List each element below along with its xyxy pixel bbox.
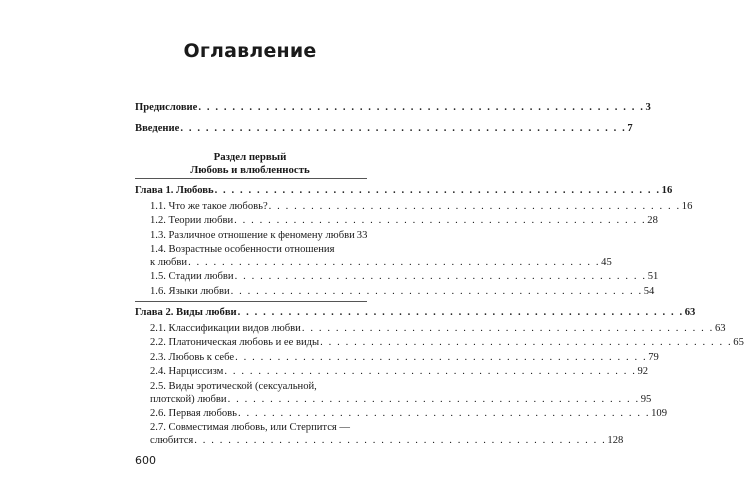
entry-page: 63	[684, 307, 696, 318]
entry-page: 95	[640, 394, 652, 405]
dot-leader: . . . . . . . . . . . . . . . . . . . . . . . . . . . . . . . . . . . . . . . . . . . . . . . . .	[301, 323, 714, 334]
toc-entry-1-4	[150, 256, 612, 269]
entry-title-continued: слюбится	[150, 435, 194, 446]
entry-title: Введение	[135, 123, 180, 134]
entry-page: 109	[651, 408, 667, 419]
dot-leader: . . . . . . . . . . . . . . . . . . . . . . . . . . . . . . . . . . . . . . . . . . . . . . . . .	[234, 215, 647, 226]
entry-title: 2.1. Классификации видов любви	[150, 323, 301, 334]
rule	[135, 178, 367, 179]
toc-entry-preface	[135, 101, 651, 114]
dot-leader: . . . . . . . . . . . . . . . . . . . . . . . . . . . . . . . . . . . . . . . . . . . . . . . . .	[194, 435, 607, 446]
toc-entry-2-3	[150, 351, 659, 364]
entry-title: 2.3. Любовь к себе	[150, 352, 235, 363]
entry-title: 2.2. Платоническая любовь и ее виды	[150, 337, 320, 348]
dot-leader: . . . . . . . . . . . . . . . . . . . . . . . . . . . . . . . . . . . . . . . . . . . . . . . . . . . . .	[237, 307, 684, 318]
toc-entry-2-6	[150, 407, 667, 420]
toc-entry-1-6	[150, 285, 655, 298]
entry-page: 54	[643, 286, 655, 297]
section-label: Раздел первый	[213, 151, 287, 163]
entry-page: 16	[681, 201, 693, 212]
entry-page: 7	[627, 123, 633, 134]
dot-leader: . . . . . . . . . . . . . . . . . . . . . . . . . . . . . . . . . . . . . . . . . . . . . . . . .	[320, 337, 733, 348]
entry-page: 128	[607, 435, 624, 446]
entry-title: 2.4. Нарциссизм	[150, 366, 224, 377]
entry-title: Глава 2. Виды любви	[135, 307, 237, 318]
toc-entry-2-5-line1: 2.5. Виды эротической (сексуальной,	[150, 381, 317, 392]
dot-leader: . . . . . . . . . . . . . . . . . . . . . . . . . . . . . . . . . . . . . . . . . . . . . . . . . . . . .	[214, 185, 661, 196]
toc-entry-2-7	[150, 434, 624, 447]
dot-leader: . . . . . . . . . . . . . . . . . . . . . . . . . . . . . . . . . . . . . . . . . . . . . . . . .	[230, 286, 643, 297]
toc-chapter-2	[135, 306, 696, 319]
dot-leader: . . . . . . . . . . . . . . . . . . . . . . . . . . . . . . . . . . . . . . . . . . . . . . . . .	[224, 366, 637, 377]
toc-chapter-1	[135, 184, 673, 197]
entry-page: 45	[601, 257, 612, 268]
entry-title: 1.2. Теории любви	[150, 215, 234, 226]
entry-page: 33	[356, 230, 368, 241]
section-title: Любовь и влюбленность	[190, 164, 310, 176]
dot-leader: . . . . . . . . . . . . . . . . . . . . . . . . . . . . . . . . . . . . . . . . . . . . . . . . .	[268, 201, 681, 212]
toc-entry-1-5	[150, 270, 659, 283]
entry-page: 65	[733, 337, 744, 348]
entry-page: 79	[648, 352, 659, 363]
entry-title-continued: плотской) любви	[150, 394, 227, 405]
toc-entry-1-2	[150, 214, 658, 227]
entry-title: 1.6. Языки любви	[150, 286, 230, 297]
entry-title: Предисловие	[135, 102, 198, 113]
entry-title: 1.3. Различное отношение к феномену любви	[150, 230, 355, 241]
dot-leader: . . . . . . . . . . . . . . . . . . . . . . . . . . . . . . . . . . . . . . . . . . . . . . . . .	[188, 257, 601, 268]
page-title: Оглавление	[183, 40, 317, 62]
entry-page: 63	[714, 323, 726, 334]
toc-entry-1-3	[150, 229, 367, 242]
entry-page: 28	[647, 215, 658, 226]
page-number: 600	[135, 454, 156, 467]
toc-entry-2-2	[150, 336, 744, 349]
toc-entry-introduction	[135, 122, 633, 135]
toc-entry-2-1	[150, 322, 726, 335]
toc-entry-2-7-line1: 2.7. Совместимая любовь, или Стерпится —	[150, 422, 351, 433]
entry-title: 1.5. Стадии любви	[150, 271, 234, 282]
dot-leader: . . . . . . . . . . . . . . . . . . . . . . . . . . . . . . . . . . . . . . . . . . . . . . . . . . . . .	[180, 123, 627, 134]
entry-title-continued: к любви	[150, 257, 188, 268]
dot-leader: . . . . . . . . . . . . . . . . . . . . . . . . . . . . . . . . . . . . . . . . . . . . . . . . .	[238, 408, 651, 419]
toc-entry-1-4-line1: 1.4. Возрастные особенности отношения	[150, 244, 335, 255]
toc-entry-2-4	[150, 365, 649, 378]
entry-title: 2.6. Первая любовь	[150, 408, 237, 419]
dot-leader: . . . . . . . . . . . . . . . . . . . . . . . . . . . . . . . . . . . . . . . . . . . . . . . . .	[227, 394, 640, 405]
dot-leader: . . . . . . . . . . . . . . . . . . . . . . . . . . . . . . . . . . . . . . . . . . . . . . . . . . . . .	[198, 102, 645, 113]
entry-page: 16	[661, 185, 673, 196]
entry-title: Глава 1. Любовь	[135, 185, 214, 196]
entry-page: 92	[637, 366, 649, 377]
toc-entry-1-1	[150, 200, 693, 213]
dot-leader: . . . . . . . . . . . . . . . . . . . . . . . . . . . . . . . . . . . . . . . . . . . . . . . . .	[235, 352, 648, 363]
entry-page: 3	[645, 102, 651, 113]
entry-page: 51	[647, 271, 659, 282]
toc-entry-2-5	[150, 393, 652, 406]
dot-leader: . . . . . . . . . . . . . . . . . . . . . . . . . . . . . . . . . . . . . . . . . . . . . . . . .	[234, 271, 647, 282]
entry-title: 1.1. Что же такое любовь?	[150, 201, 268, 212]
rule	[135, 301, 367, 302]
